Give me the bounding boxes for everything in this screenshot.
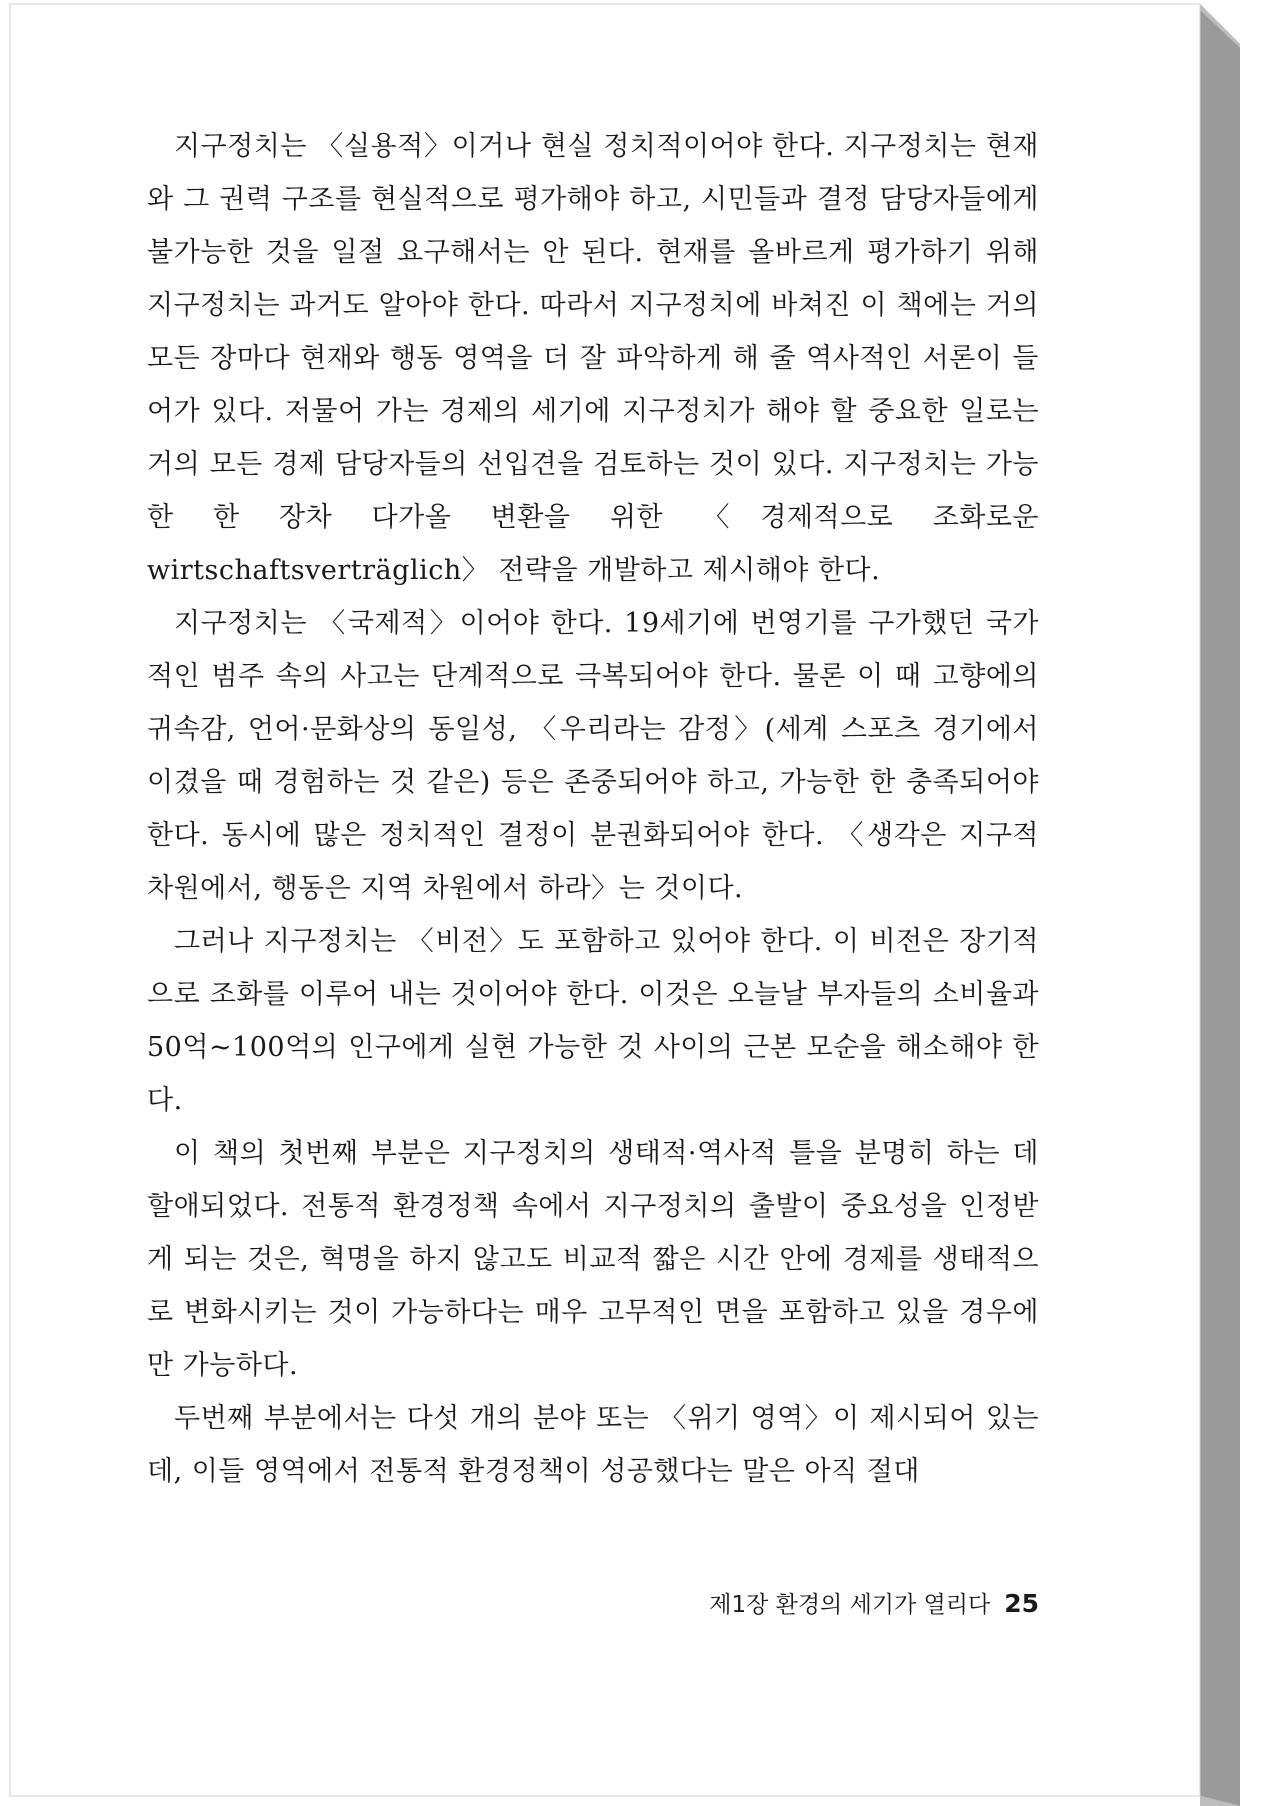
paragraph-3: 그러나 지구정치는 〈비전〉도 포함하고 있어야 한다. 이 비전은 장기적으로 조화를 이루어 내는 것이어야 한다. 이것은 오늘날 부자들의 소비율과 50억~100억의 인구에게 실현 가능한 것 사이의 근본 모순을 해소해야 한다. — [147, 926, 1039, 1116]
paragraph-1: 지구정치는 〈실용적〉이거나 현실 정치적이어야 한다. 지구정치는 현재와 그 권력 구조를 현실적으로 평가해야 하고, 시민들과 결정 담당자들에게 불가능한 것을 일절 요구해서는 안 된다. 현재를 올바르게 평가하기 위해 지구정치는 과거도 알아야 한다. 따라서 지구정치에 바쳐진 이 책에는 거의 모든 장마다 현재와 행동 영역을 더 잘 파악하게 해 줄 역사적인 서론이 들어가 있다. 저물어 가는 경제의 세기에 지구정치가 해야 할 중요한 일로는 거의 모든 경제 담당자들의 선입견을 검토하는 것이 있다. 지구정치는 가능한 한 장차 다가올 변환을 위한 〈경제적으로 조화로운 wirtschaftsverträglich〉 전략을 개발하고 제시해야 한다. — [147, 131, 1039, 586]
page-number: 25 — [1004, 1589, 1039, 1618]
chapter-title: 제1장 환경의 세기가 열리다 — [709, 1592, 991, 1618]
body-text — [147, 120, 1039, 1498]
paragraph-5: 두번째 부분에서는 다섯 개의 분야 또는 〈위기 영역〉이 제시되어 있는데, 이들 영역에서 전통적 환경정책이 성공했다는 말은 아직 절대 — [147, 1403, 1039, 1487]
page-footer — [147, 1586, 1039, 1619]
paragraph-2: 지구정치는 〈국제적〉이어야 한다. 19세기에 번영기를 구가했던 국가적인 범주 속의 사고는 단계적으로 극복되어야 한다. 물론 이 때 고향에의 귀속감, 언어·문화상의 동일성, 〈우리라는 감정〉(세계 스포츠 경기에서 이겼을 때 경험하는 것 같은) 등은 존중되어야 하고, 가능한 한 충족되어야 한다. 동시에 많은 정치적인 결정이 분권화되어야 한다. 〈생각은 지구적 차원에서, 행동은 지역 차원에서 하라〉는 것이다. — [147, 608, 1039, 904]
paragraph-4: 이 책의 첫번째 부분은 지구정치의 생태적·역사적 틀을 분명히 하는 데 할애되었다. 전통적 환경정책 속에서 지구정치의 출발이 중요성을 인정받게 되는 것은, 혁명을 하지 않고도 비교적 짧은 시간 안에 경제를 생태적으로 변화시키는 것이 가능하다는 매우 고무적인 면을 포함하고 있을 경우에만 가능하다. — [147, 1138, 1039, 1381]
page-side-shadow — [1200, 4, 1240, 1806]
